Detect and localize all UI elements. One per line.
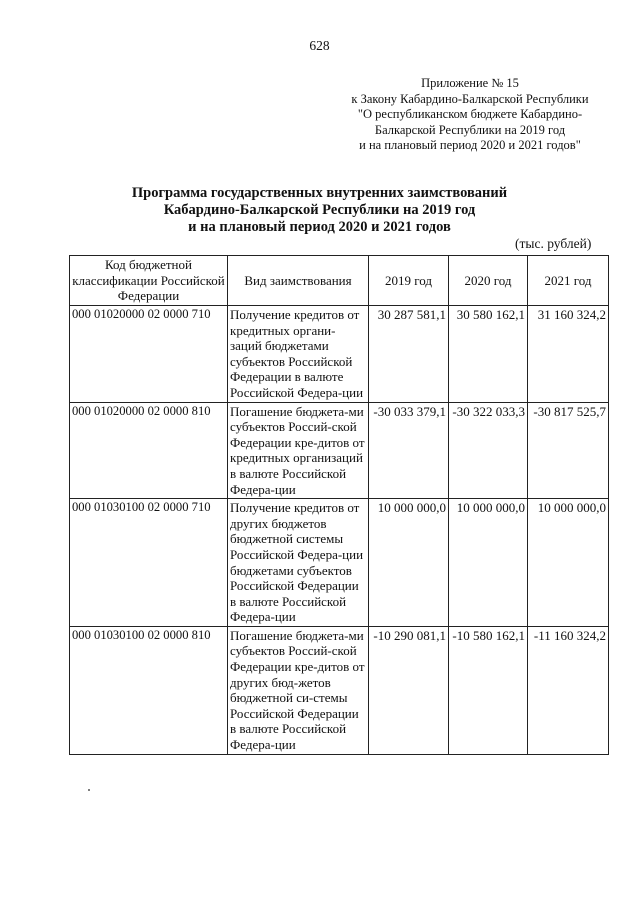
page-number: 628 bbox=[309, 38, 330, 53]
cell-kind: Погашение бюджета-ми субъектов Россий-ской Федерации кре-дитов от других бюд-жетов бюджетной си-стемы Российской Федерации в валюте Российской Федера-ции bbox=[228, 626, 369, 754]
title-line: Программа государственных внутренних заимствований bbox=[131, 185, 508, 201]
table-row bbox=[70, 626, 609, 754]
cell-2020: -30 322 033,3 bbox=[449, 402, 528, 499]
borrowings-table bbox=[69, 255, 609, 755]
cell-code: 000 01030100 02 0000 810 bbox=[70, 626, 228, 754]
cell-kind: Погашение бюджета-ми субъектов Россий-ской Федерации кре-дитов от кредитных организаций в валюте Российской Федера-ции bbox=[228, 402, 369, 499]
header-code: Код бюджетной классификации Российской Федерации bbox=[70, 256, 228, 306]
scan-speck bbox=[88, 789, 90, 791]
header-2020: 2020 год bbox=[449, 256, 528, 306]
appendix-block bbox=[330, 76, 610, 154]
document-title bbox=[0, 185, 639, 236]
cell-2021: -30 817 525,7 bbox=[528, 402, 609, 499]
cell-code: 000 01020000 02 0000 810 bbox=[70, 402, 228, 499]
cell-2019: -30 033 379,1 bbox=[369, 402, 449, 499]
title-line: и на плановый период 2020 и 2021 годов bbox=[188, 219, 451, 235]
appendix-line: к Закону Кабардино-Балкарской Республики bbox=[351, 91, 589, 106]
cell-code: 000 01020000 02 0000 710 bbox=[70, 306, 228, 403]
cell-2019: 10 000 000,0 bbox=[369, 499, 449, 627]
cell-2020: 30 580 162,1 bbox=[449, 306, 528, 403]
appendix-line: "О республиканском бюджете Кабардино- bbox=[357, 107, 583, 121]
header-2019: 2019 год bbox=[369, 256, 449, 306]
cell-code: 000 01030100 02 0000 710 bbox=[70, 499, 228, 627]
header-kind: Вид заимствования bbox=[228, 256, 369, 306]
cell-2020: -10 580 162,1 bbox=[449, 626, 528, 754]
header-2021: 2021 год bbox=[528, 256, 609, 306]
cell-2021: 10 000 000,0 bbox=[528, 499, 609, 627]
cell-2020: 10 000 000,0 bbox=[449, 499, 528, 627]
table-row bbox=[70, 306, 609, 403]
appendix-line: Балкарской Республики на 2019 год bbox=[374, 122, 566, 137]
appendix-line: и на плановый период 2020 и 2021 годов" bbox=[359, 138, 581, 152]
cell-kind: Получение кредитов от кредитных органи-заций бюджетами субъектов Российской Федерации в валюте Российской Федера-ции bbox=[228, 306, 369, 403]
table-row bbox=[70, 402, 609, 499]
appendix-line: Приложение № 15 bbox=[421, 76, 519, 90]
units-label: (тыс. рублей) bbox=[515, 236, 592, 251]
cell-kind: Получение кредитов от других бюджетов бюджетной системы Российской Федера-ции бюджетами субъектов Российской Федерации в валюте Российской Федера-ции bbox=[228, 499, 369, 627]
title-line: Кабардино-Балкарской Республики на 2019 год bbox=[163, 202, 476, 218]
table-row bbox=[70, 499, 609, 627]
cell-2021: 31 160 324,2 bbox=[528, 306, 609, 403]
table-header-row bbox=[70, 256, 609, 306]
cell-2019: 30 287 581,1 bbox=[369, 306, 449, 403]
cell-2019: -10 290 081,1 bbox=[369, 626, 449, 754]
cell-2021: -11 160 324,2 bbox=[528, 626, 609, 754]
